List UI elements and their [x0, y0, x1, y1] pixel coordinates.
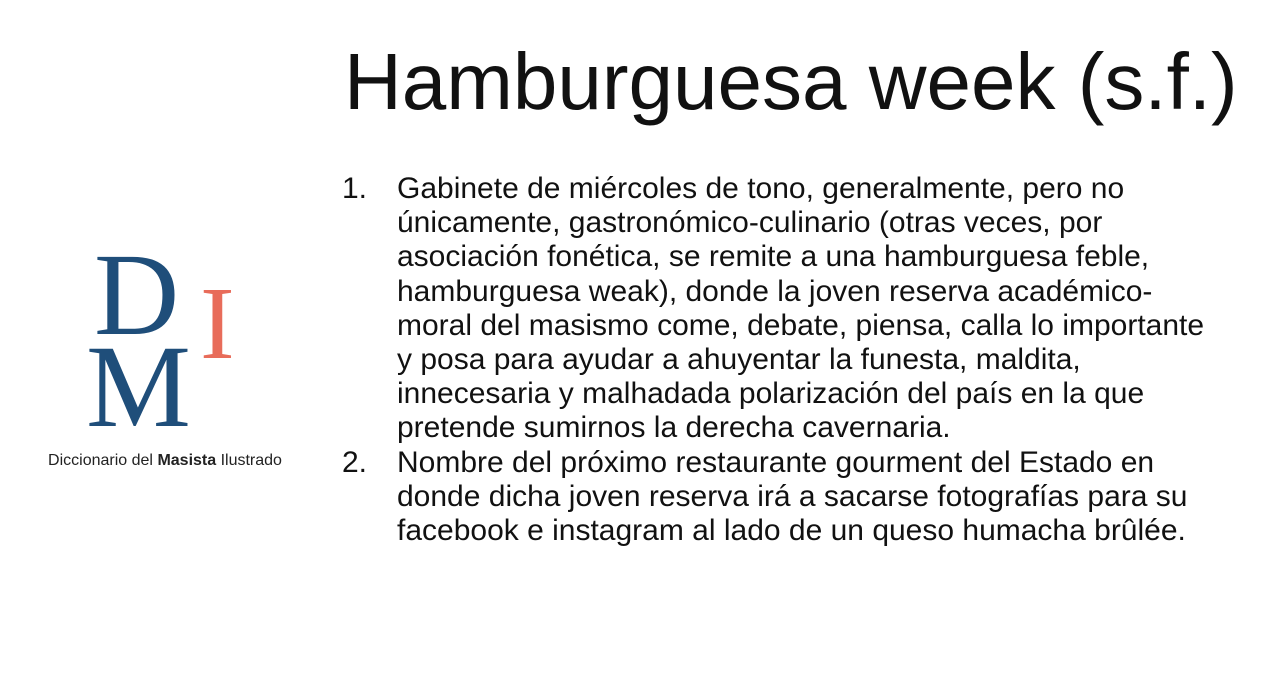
- definition-list: [342, 172, 1222, 548]
- definition-number: 2.: [342, 445, 368, 479]
- caption-bold: Masista: [157, 452, 217, 469]
- definition-item: [342, 446, 1222, 549]
- dictionary-caption: [20, 452, 310, 470]
- definition-text: Gabinete de miércoles de tono, generalmente, pero no únicamente, gastronómico-culinario (otras veces, por asociación fonética, se remite a una hamburguesa feble, hamburguesa weak), donde la joven reserva académico-moral del masismo come, debate, piensa, calla lo importante y posa para ayudar a ahuyentar la funesta, maldita, innecesaria y malhadada polarización del país en la que pretende sumirnos la derecha cavernaria.: [397, 172, 1205, 445]
- logo-letter-i: I: [200, 266, 235, 381]
- caption-suffix: Ilustrado: [216, 452, 282, 469]
- definition-text: Nombre del próximo restaurante gourment del Estado en donde dicha joven reserva irá a sacarse fotografías para su facebook e instagram al lado de un queso humacha brûlée.: [397, 445, 1188, 548]
- logo-letter-d: D: [94, 229, 180, 360]
- dmi-logo: [84, 229, 254, 452]
- definition-item: [342, 172, 1222, 446]
- caption-prefix: Diccionario del: [48, 452, 158, 469]
- entry-title: Hamburguesa week (s.f.): [344, 37, 1238, 126]
- definition-number: 1.: [342, 172, 368, 205]
- logo-letter-m: M: [86, 321, 191, 452]
